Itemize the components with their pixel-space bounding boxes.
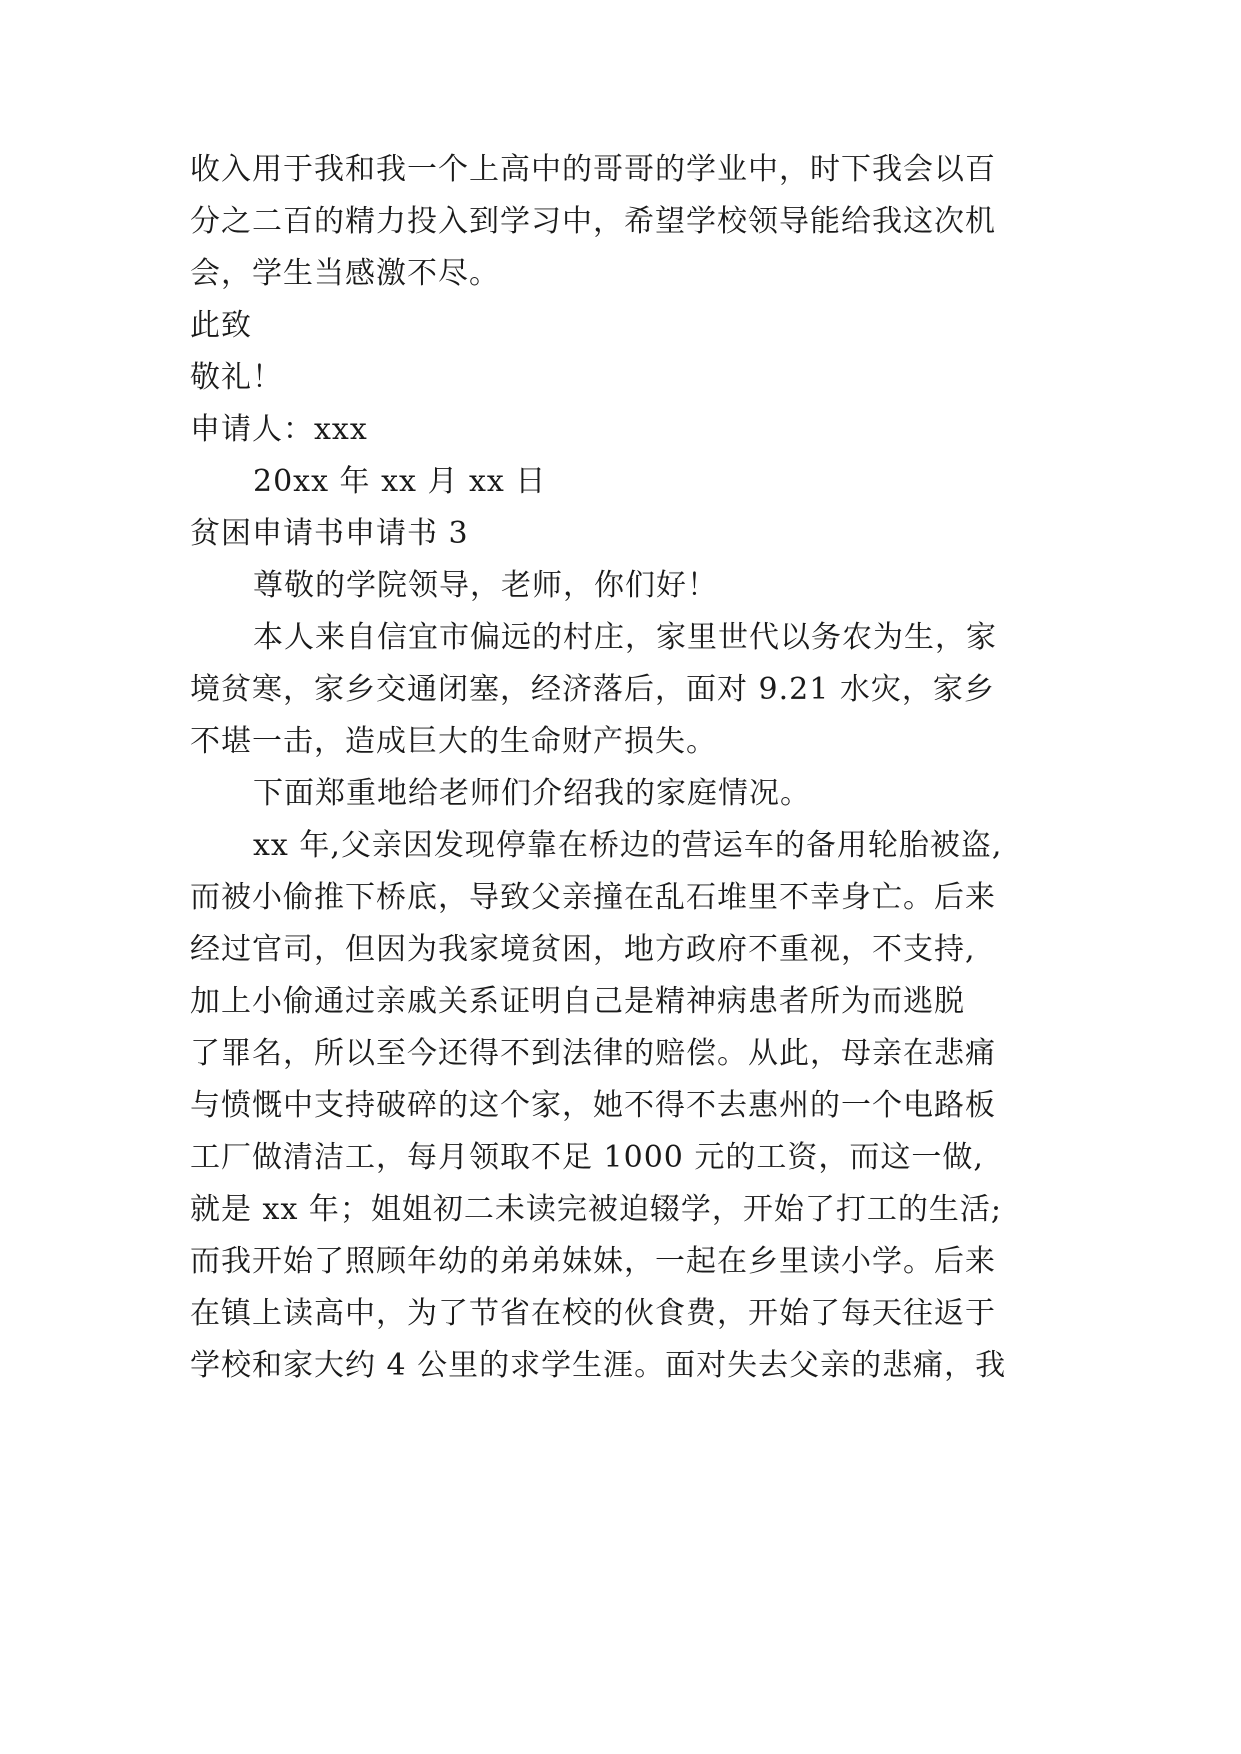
- paragraph-4-line-9: 而我开始了照顾年幼的弟弟妹妹，一起在乡里读小学。后来: [190, 1244, 996, 1279]
- paragraph-2-line-1: 本人来自信宜市偏远的村庄，家里世代以务农为生，家: [253, 620, 997, 655]
- application-date: 20xx 年 xx 月 xx 日: [253, 464, 547, 499]
- section-title: 贫困申请书申请书 3: [190, 516, 469, 551]
- greeting: 尊敬的学院领导，老师，你们好！: [253, 568, 718, 603]
- paragraph-1-line-1: 收入用于我和我一个上高中的哥哥的学业中，时下我会以百: [190, 152, 996, 187]
- closing-salutation: 此致: [190, 308, 252, 343]
- applicant-name: 申请人：xxx: [190, 412, 368, 447]
- paragraph-4-line-1: xx 年,父亲因发现停靠在桥边的营运车的备用轮胎被盗,: [253, 828, 1003, 863]
- paragraph-4-line-6: 与愤慨中支持破碎的这个家，她不得不去惠州的一个电路板: [190, 1088, 996, 1123]
- paragraph-4-line-7: 工厂做清洁工，每月领取不足 1000 元的工资，而这一做,: [190, 1140, 984, 1175]
- paragraph-1-line-3: 会，学生当感激不尽。: [190, 256, 500, 291]
- paragraph-4-line-11: 学校和家大约 4 公里的求学生涯。面对失去父亲的悲痛，我: [190, 1348, 1007, 1383]
- paragraph-1-line-2: 分之二百的精力投入到学习中，希望学校领导能给我这次机: [190, 204, 996, 239]
- paragraph-2-line-3: 不堪一击，造成巨大的生命财产损失。: [190, 724, 717, 759]
- paragraph-4-line-3: 经过官司，但因为我家境贫困，地方政府不重视，不支持,: [190, 932, 976, 967]
- paragraph-4-line-5: 了罪名，所以至今还得不到法律的赔偿。从此，母亲在悲痛: [190, 1036, 996, 1071]
- paragraph-2-line-2: 境贫寒，家乡交通闭塞，经济落后，面对 9.21 水灾，家乡: [190, 672, 995, 707]
- paragraph-4-line-4: 加上小偷通过亲戚关系证明自己是精神病患者所为而逃脱: [190, 984, 965, 1019]
- paragraph-4-line-10: 在镇上读高中，为了节省在校的伙食费，开始了每天往返于: [190, 1296, 996, 1331]
- closing-respect: 敬礼！: [190, 360, 283, 395]
- paragraph-4-line-8: 就是 xx 年；姐姐初二未读完被迫辍学，开始了打工的生活;: [190, 1192, 1003, 1227]
- paragraph-4-line-2: 而被小偷推下桥底，导致父亲撞在乱石堆里不幸身亡。后来: [190, 880, 996, 915]
- paragraph-3-line-1: 下面郑重地给老师们介绍我的家庭情况。: [253, 776, 811, 811]
